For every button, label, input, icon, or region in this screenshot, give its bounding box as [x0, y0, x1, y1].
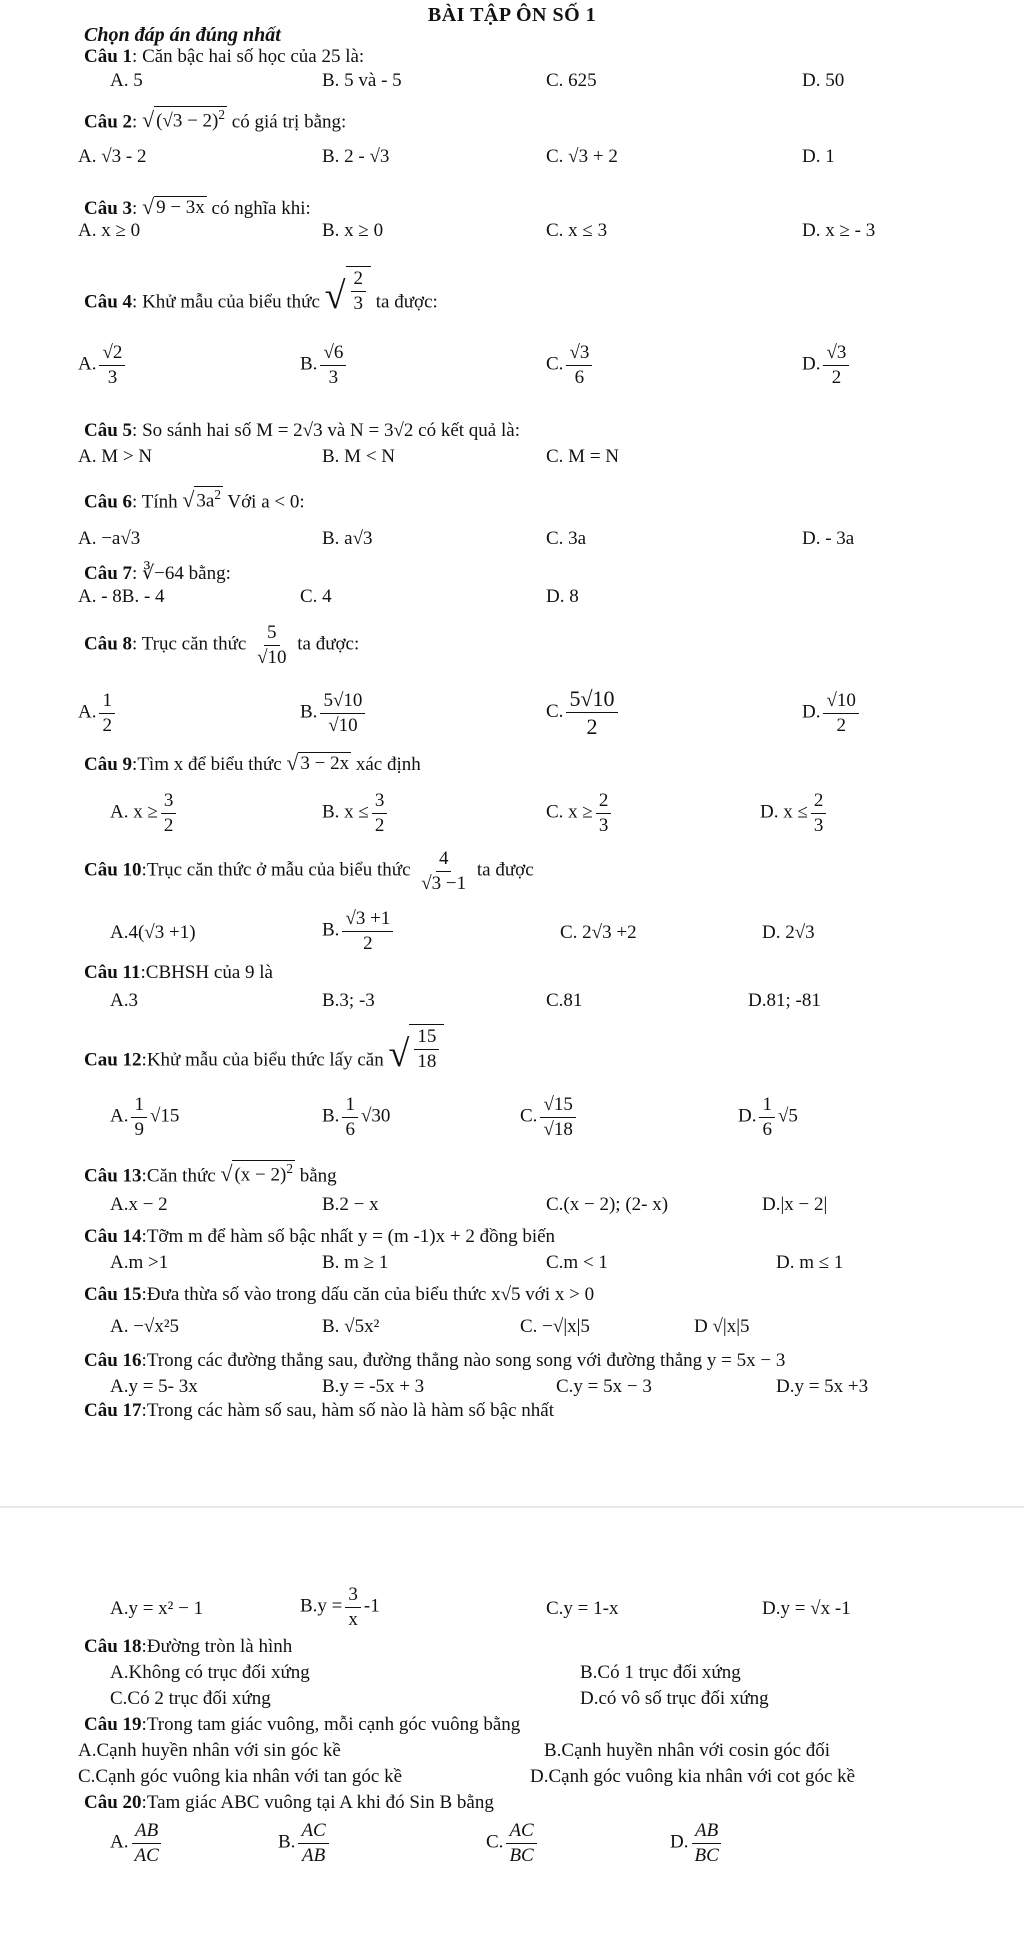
question-2	[84, 106, 346, 133]
fraction	[254, 622, 289, 669]
option-label: B. x ≤	[322, 801, 369, 823]
question-15	[84, 1284, 594, 1306]
fraction	[351, 268, 367, 315]
q3-option-c: C. x ≤ 3	[546, 220, 608, 241]
q16-option-b: B.y = -5x + 3	[322, 1376, 425, 1397]
q19-option-c: C.Cạnh góc vuông kia nhân với tan góc kề	[78, 1766, 403, 1787]
q10-option-d: D. 2√3	[762, 922, 815, 943]
question-label: Câu 4	[84, 291, 133, 313]
option-label: B.	[278, 1831, 296, 1853]
denominator: 2	[374, 814, 385, 836]
option-label: D.	[670, 1831, 689, 1853]
question-text: :Trong các đường thẳng sau, đường thẳng nào song song với đường thẳng y = 5x − 3	[141, 1350, 786, 1371]
sqrt-expression: √ $(√3 - 2)^2$	[142, 107, 226, 133]
q17-option-b	[300, 1584, 380, 1631]
option-label: C.	[546, 353, 564, 375]
fraction	[320, 690, 365, 737]
question-label: Câu 16	[84, 1350, 142, 1371]
question-13	[84, 1160, 337, 1187]
q9-option-b	[322, 790, 390, 837]
denominator: √10	[328, 714, 358, 736]
question-text: : Khử mẫu của biểu thức	[132, 291, 320, 313]
numerator: 1	[759, 1094, 775, 1118]
question-3	[84, 196, 311, 220]
option-label: B.	[322, 1105, 340, 1127]
sqrt-expression: √ $\frac{2}{3}$	[325, 266, 371, 315]
numerator: 5√10	[320, 690, 365, 714]
q13-option-d: D.|x − 2|	[762, 1194, 828, 1215]
q17-option-d: D.y = √x -1	[762, 1598, 851, 1619]
denominator: 3	[353, 292, 364, 314]
question-text: :Trong tam giác vuông, mỗi cạnh góc vuông bằng	[141, 1714, 521, 1735]
q4-option-d	[802, 342, 852, 389]
question-text: :Đường tròn là hình	[141, 1636, 293, 1657]
question-7	[84, 562, 231, 585]
denominator: 2	[363, 932, 373, 954]
denominator: 2	[586, 714, 598, 740]
denominator: AC	[134, 1844, 159, 1866]
question-16	[84, 1350, 785, 1372]
option-value: √30	[360, 1105, 391, 1127]
fraction	[414, 1026, 439, 1073]
exponent: 2	[286, 1161, 293, 1176]
numerator: √3	[823, 342, 849, 366]
denominator: BC	[509, 1844, 534, 1866]
q5-option-a: A. M > N	[78, 446, 153, 467]
q11-option-c: C.81	[546, 990, 583, 1011]
denominator: 2	[163, 814, 174, 836]
q17-option-a: A.y = x² − 1	[110, 1598, 204, 1619]
q2-option-b: B. 2 - √3	[322, 146, 390, 167]
question-label: Cau 12	[84, 1049, 142, 1071]
q19-option-b: B.Cạnh huyền nhân với cosin góc đối	[544, 1740, 831, 1761]
question-text: có giá trị bằng:	[231, 111, 347, 133]
fraction	[540, 1094, 575, 1141]
question-text: :Tam giác ABC vuông tại A khi đó Sin B bằng	[141, 1792, 494, 1813]
denominator: AB	[301, 1844, 326, 1866]
option-label: D.	[802, 701, 821, 723]
question-text: : So sánh hai số M = 2√3 và N = 3√2 có kết quả là:	[132, 420, 520, 441]
question-5	[84, 420, 520, 442]
numerator: 2	[596, 790, 612, 814]
q15-option-a: A. −√x²5	[110, 1316, 180, 1337]
question-text: Với a < 0:	[227, 491, 305, 513]
fraction	[823, 342, 849, 389]
q18-option-d: D.có vô số trục đối xứng	[580, 1688, 769, 1709]
question-text: :Khử mẫu của biểu thức lấy căn	[141, 1049, 384, 1071]
q9-option-a	[110, 790, 179, 837]
question-label: Câu 15	[84, 1284, 142, 1305]
fraction	[131, 1094, 147, 1141]
q1-option-a: A. 5	[110, 70, 143, 91]
question-20	[84, 1792, 494, 1814]
question-8	[84, 622, 359, 669]
q7-option-d: D. 8	[546, 586, 579, 607]
denominator: 3	[328, 366, 339, 388]
q17-option-c: C.y = 1-x	[546, 1598, 619, 1619]
question-label: Câu 7	[84, 563, 133, 584]
q15-option-d: D √|x|5	[694, 1316, 750, 1337]
numerator: 3	[345, 1584, 361, 1608]
q2-option-a: A. √3 - 2	[78, 146, 147, 167]
exponent: 2	[218, 107, 226, 122]
numerator: 5√10	[566, 686, 617, 713]
denominator: 6	[762, 1118, 772, 1140]
page-title: BÀI TẬP ÔN SỐ 1	[427, 4, 597, 26]
question-text: :	[132, 111, 138, 133]
option-label: A.	[110, 1831, 129, 1853]
q16-option-d: D.y = 5x +3	[776, 1376, 869, 1397]
option-label: A. x ≥	[110, 801, 158, 823]
fraction	[566, 342, 592, 389]
fraction	[345, 1584, 361, 1631]
question-label: Câu 18	[84, 1636, 142, 1657]
fraction	[759, 1094, 775, 1141]
denominator: 9	[134, 1118, 144, 1140]
q8-option-b	[300, 690, 368, 737]
option-label: C.	[520, 1105, 538, 1127]
q4-option-a	[78, 342, 128, 389]
fraction	[298, 1820, 328, 1867]
sqrt-inner: 9 − 3x	[156, 197, 205, 218]
sqrt-expression: √ $(x - 2)^2$	[220, 1161, 293, 1187]
option-label: D.	[738, 1105, 757, 1127]
question-label: Câu 13	[84, 1165, 142, 1187]
question-9	[84, 752, 421, 776]
question-text: :Trong các hàm số sau, hàm số nào là hàm số bậc nhất	[141, 1400, 555, 1421]
question-label: Câu 11	[84, 962, 141, 983]
numerator: 15	[414, 1026, 439, 1050]
option-label: A.	[78, 353, 97, 375]
q12-option-c	[520, 1094, 579, 1141]
question-label: Câu 2	[84, 111, 133, 133]
q1-option-d: D. 50	[802, 70, 845, 91]
q8-option-d	[802, 690, 862, 737]
q10-option-c: C. 2√3 +2	[560, 922, 637, 943]
q20-option-b	[278, 1820, 332, 1867]
numerator: 4	[436, 848, 452, 872]
option-label: D. x ≤	[760, 801, 808, 823]
numerator: 2	[811, 790, 827, 814]
question-label: Câu 9	[84, 754, 133, 776]
option-label: D.	[802, 353, 821, 375]
question-text: :CBHSH của 9 là	[140, 962, 273, 983]
q11-option-d: D.81; -81	[748, 990, 821, 1011]
question-text: có nghĩa khi:	[211, 198, 311, 220]
section-heading: Chọn đáp án đúng nhất	[84, 24, 281, 46]
fraction	[342, 908, 393, 955]
q12-option-b	[322, 1094, 390, 1141]
question-text: xác định	[355, 754, 421, 776]
denominator: √10	[257, 646, 287, 668]
q14-option-d: D. m ≤ 1	[776, 1252, 844, 1273]
q3-option-b: B. x ≥ 0	[322, 220, 384, 241]
question-14	[84, 1226, 555, 1248]
question-label: Câu 1	[84, 46, 133, 67]
question-10	[84, 848, 534, 895]
fraction	[99, 342, 125, 389]
question-text: :Căn thức	[141, 1165, 216, 1187]
fraction	[823, 690, 858, 737]
question-12	[84, 1024, 444, 1073]
q16-option-a: A.y = 5- 3x	[110, 1376, 198, 1397]
q4-option-b	[300, 342, 349, 389]
fraction	[161, 790, 177, 837]
question-label: Câu 5	[84, 420, 133, 441]
question-text: ta được:	[297, 633, 360, 655]
sqrt-expression: √ 3 − 2x	[286, 751, 350, 776]
denominator: 2	[831, 366, 842, 388]
q13-option-c: C.(x − 2); (2- x)	[546, 1194, 669, 1215]
denominator: √18	[543, 1118, 573, 1140]
fraction	[99, 690, 115, 737]
numerator: 3	[161, 790, 177, 814]
denominator: 3	[598, 814, 609, 836]
fraction	[320, 342, 346, 389]
sqrt-inner: (x − 2)	[234, 1164, 287, 1186]
sqrt-inner: 3a	[196, 490, 215, 512]
q13-option-a: A.x − 2	[110, 1194, 168, 1215]
numerator: √2	[99, 342, 125, 366]
question-label: Câu 6	[84, 491, 133, 513]
q2-option-c: C. √3 + 2	[546, 146, 618, 167]
q19-option-a: A.Cạnh huyền nhân với sin góc kề	[78, 1740, 341, 1761]
q1-option-c: C. 625	[546, 70, 597, 91]
q2-option-d: D. 1	[802, 146, 835, 167]
question-11	[84, 962, 273, 984]
q9-option-c	[546, 790, 614, 837]
denominator: √3 −1	[421, 872, 467, 894]
fraction	[342, 1094, 358, 1141]
option-value: √5	[777, 1105, 798, 1127]
option-label: A.	[78, 701, 97, 723]
sqrt-expression: √ $\frac{15}{18}$	[388, 1024, 444, 1073]
sqrt-inner: (√3 − 2)	[156, 110, 219, 132]
numerator: 1	[99, 690, 115, 714]
option-label: A.	[110, 1105, 129, 1127]
fraction	[566, 686, 617, 740]
question-17	[84, 1400, 554, 1422]
q12-option-a	[110, 1094, 179, 1141]
numerator: √10	[823, 690, 858, 714]
numerator: √3 +1	[342, 908, 393, 932]
option-value: -1	[363, 1595, 380, 1617]
q5-option-b: B. M < N	[322, 446, 396, 467]
question-label: Câu 3	[84, 198, 133, 220]
question-text: :Tìm x để biểu thức	[132, 754, 282, 776]
question-label: Câu 8	[84, 633, 133, 655]
q14-option-c: C.m < 1	[546, 1252, 608, 1273]
q19-option-d: D.Cạnh góc vuông kia nhân với cot góc kề	[530, 1766, 856, 1787]
question-label: Câu 14	[84, 1226, 142, 1247]
question-6	[84, 486, 305, 513]
question-18	[84, 1636, 292, 1658]
page-separator	[0, 1506, 1024, 1508]
q3-option-a: A. x ≥ 0	[78, 220, 141, 241]
option-label: B.	[322, 919, 340, 941]
q6-option-c: C. 3a	[546, 528, 587, 549]
denominator: 18	[417, 1050, 437, 1072]
question-text: bằng	[299, 1165, 337, 1187]
denominator: 3	[813, 814, 824, 836]
q5-option-c: C. M = N	[546, 446, 620, 467]
q7-option-c: C. 4	[300, 586, 332, 607]
q13-option-b: B.2 − x	[322, 1194, 379, 1215]
denominator: 2	[102, 714, 112, 736]
q12-option-d	[738, 1094, 798, 1141]
q16-option-c: C.y = 5x − 3	[556, 1376, 652, 1397]
fraction	[811, 790, 827, 837]
q10-option-a: A.4(√3 +1)	[110, 922, 196, 943]
q15-option-c: C. −√|x|5	[520, 1316, 590, 1337]
question-text: : Tính	[132, 491, 178, 513]
q3-option-d: D. x ≥ - 3	[802, 220, 876, 241]
fraction	[418, 848, 469, 895]
q9-option-d	[760, 790, 829, 837]
fraction	[691, 1820, 721, 1867]
q20-option-a	[110, 1820, 165, 1867]
sqrt-inner: 3 − 2x	[300, 753, 350, 774]
question-text: ta được:	[375, 291, 438, 313]
q18-option-b: B.Có 1 trục đối xứng	[580, 1662, 741, 1683]
q10-option-b	[322, 908, 396, 955]
q11-option-a: A.3	[110, 990, 138, 1011]
exponent: 2	[214, 487, 221, 502]
q14-option-b: B. m ≥ 1	[322, 1252, 389, 1273]
numerator: √6	[320, 342, 346, 366]
q6-option-a: A. −a√3	[78, 528, 141, 549]
question-1	[84, 46, 364, 68]
question-text: :Tỡm m để hàm số bậc nhất y = (m -1)x + 2 đồng biến	[141, 1226, 556, 1247]
option-label: C.	[546, 701, 564, 723]
numerator: AC	[506, 1820, 536, 1844]
fraction	[131, 1820, 161, 1867]
fraction	[596, 790, 612, 837]
numerator: √3	[566, 342, 592, 366]
numerator: AB	[692, 1820, 721, 1844]
numerator: 3	[372, 790, 388, 814]
question-text: : Trục căn thức	[132, 633, 247, 655]
numerator: 5	[264, 622, 280, 646]
q18-option-c: C.Có 2 trục đối xứng	[110, 1688, 271, 1709]
option-label: C. x ≥	[546, 801, 593, 823]
question-text: : ∛−64 bằng:	[132, 563, 231, 584]
numerator: AC	[298, 1820, 328, 1844]
q18-option-a: A.Không có trục đối xứng	[110, 1662, 310, 1683]
denominator: BC	[694, 1844, 719, 1866]
q1-option-b: B. 5 và - 5	[322, 70, 402, 91]
option-label: B.	[300, 353, 318, 375]
question-text: :Trục căn thức ở mẫu của biểu thức	[141, 859, 411, 881]
denominator: 3	[107, 366, 118, 388]
q6-option-d: D. - 3a	[802, 528, 855, 549]
fraction	[372, 790, 388, 837]
fraction	[506, 1820, 536, 1867]
denominator: 6	[345, 1118, 355, 1140]
sqrt-expression: √ 9 − 3x	[142, 195, 205, 220]
q20-option-d	[670, 1820, 725, 1867]
q8-option-a	[78, 690, 118, 737]
q6-option-b: B. a√3	[322, 528, 373, 549]
denominator: 6	[574, 366, 585, 388]
question-19	[84, 1714, 520, 1736]
question-4	[84, 266, 438, 315]
question-text: : Căn bậc hai số học của 25 là:	[132, 46, 365, 67]
q11-option-b: B.3; -3	[322, 990, 375, 1011]
numerator: 2	[351, 268, 367, 292]
q15-option-b: B. √5x²	[322, 1316, 380, 1337]
q7-option-a: A. - 8B. - 4	[78, 586, 165, 607]
q14-option-a: A.m >1	[110, 1252, 169, 1273]
denominator: x	[348, 1608, 358, 1630]
numerator: 1	[342, 1094, 358, 1118]
option-value: √15	[149, 1105, 180, 1127]
question-text: :Đưa thừa số vào trong dấu căn của biểu thức x√5 với x > 0	[141, 1284, 595, 1305]
numerator: 1	[131, 1094, 147, 1118]
denominator: 2	[836, 714, 846, 736]
numerator: AB	[132, 1820, 161, 1844]
question-label: Câu 17	[84, 1400, 142, 1421]
option-label: B.y =	[300, 1595, 343, 1617]
numerator: √15	[540, 1094, 575, 1118]
question-label: Câu 19	[84, 1714, 142, 1735]
q8-option-c	[546, 686, 621, 740]
question-label: Câu 20	[84, 1792, 142, 1813]
q4-option-c	[546, 342, 595, 389]
sqrt-expression: √ $3a^2$	[182, 487, 221, 513]
q20-option-c	[486, 1820, 540, 1867]
question-text: :	[132, 198, 138, 220]
option-label: B.	[300, 701, 318, 723]
question-text: ta được	[476, 859, 534, 881]
option-label: C.	[486, 1831, 504, 1853]
question-label: Câu 10	[84, 859, 142, 881]
